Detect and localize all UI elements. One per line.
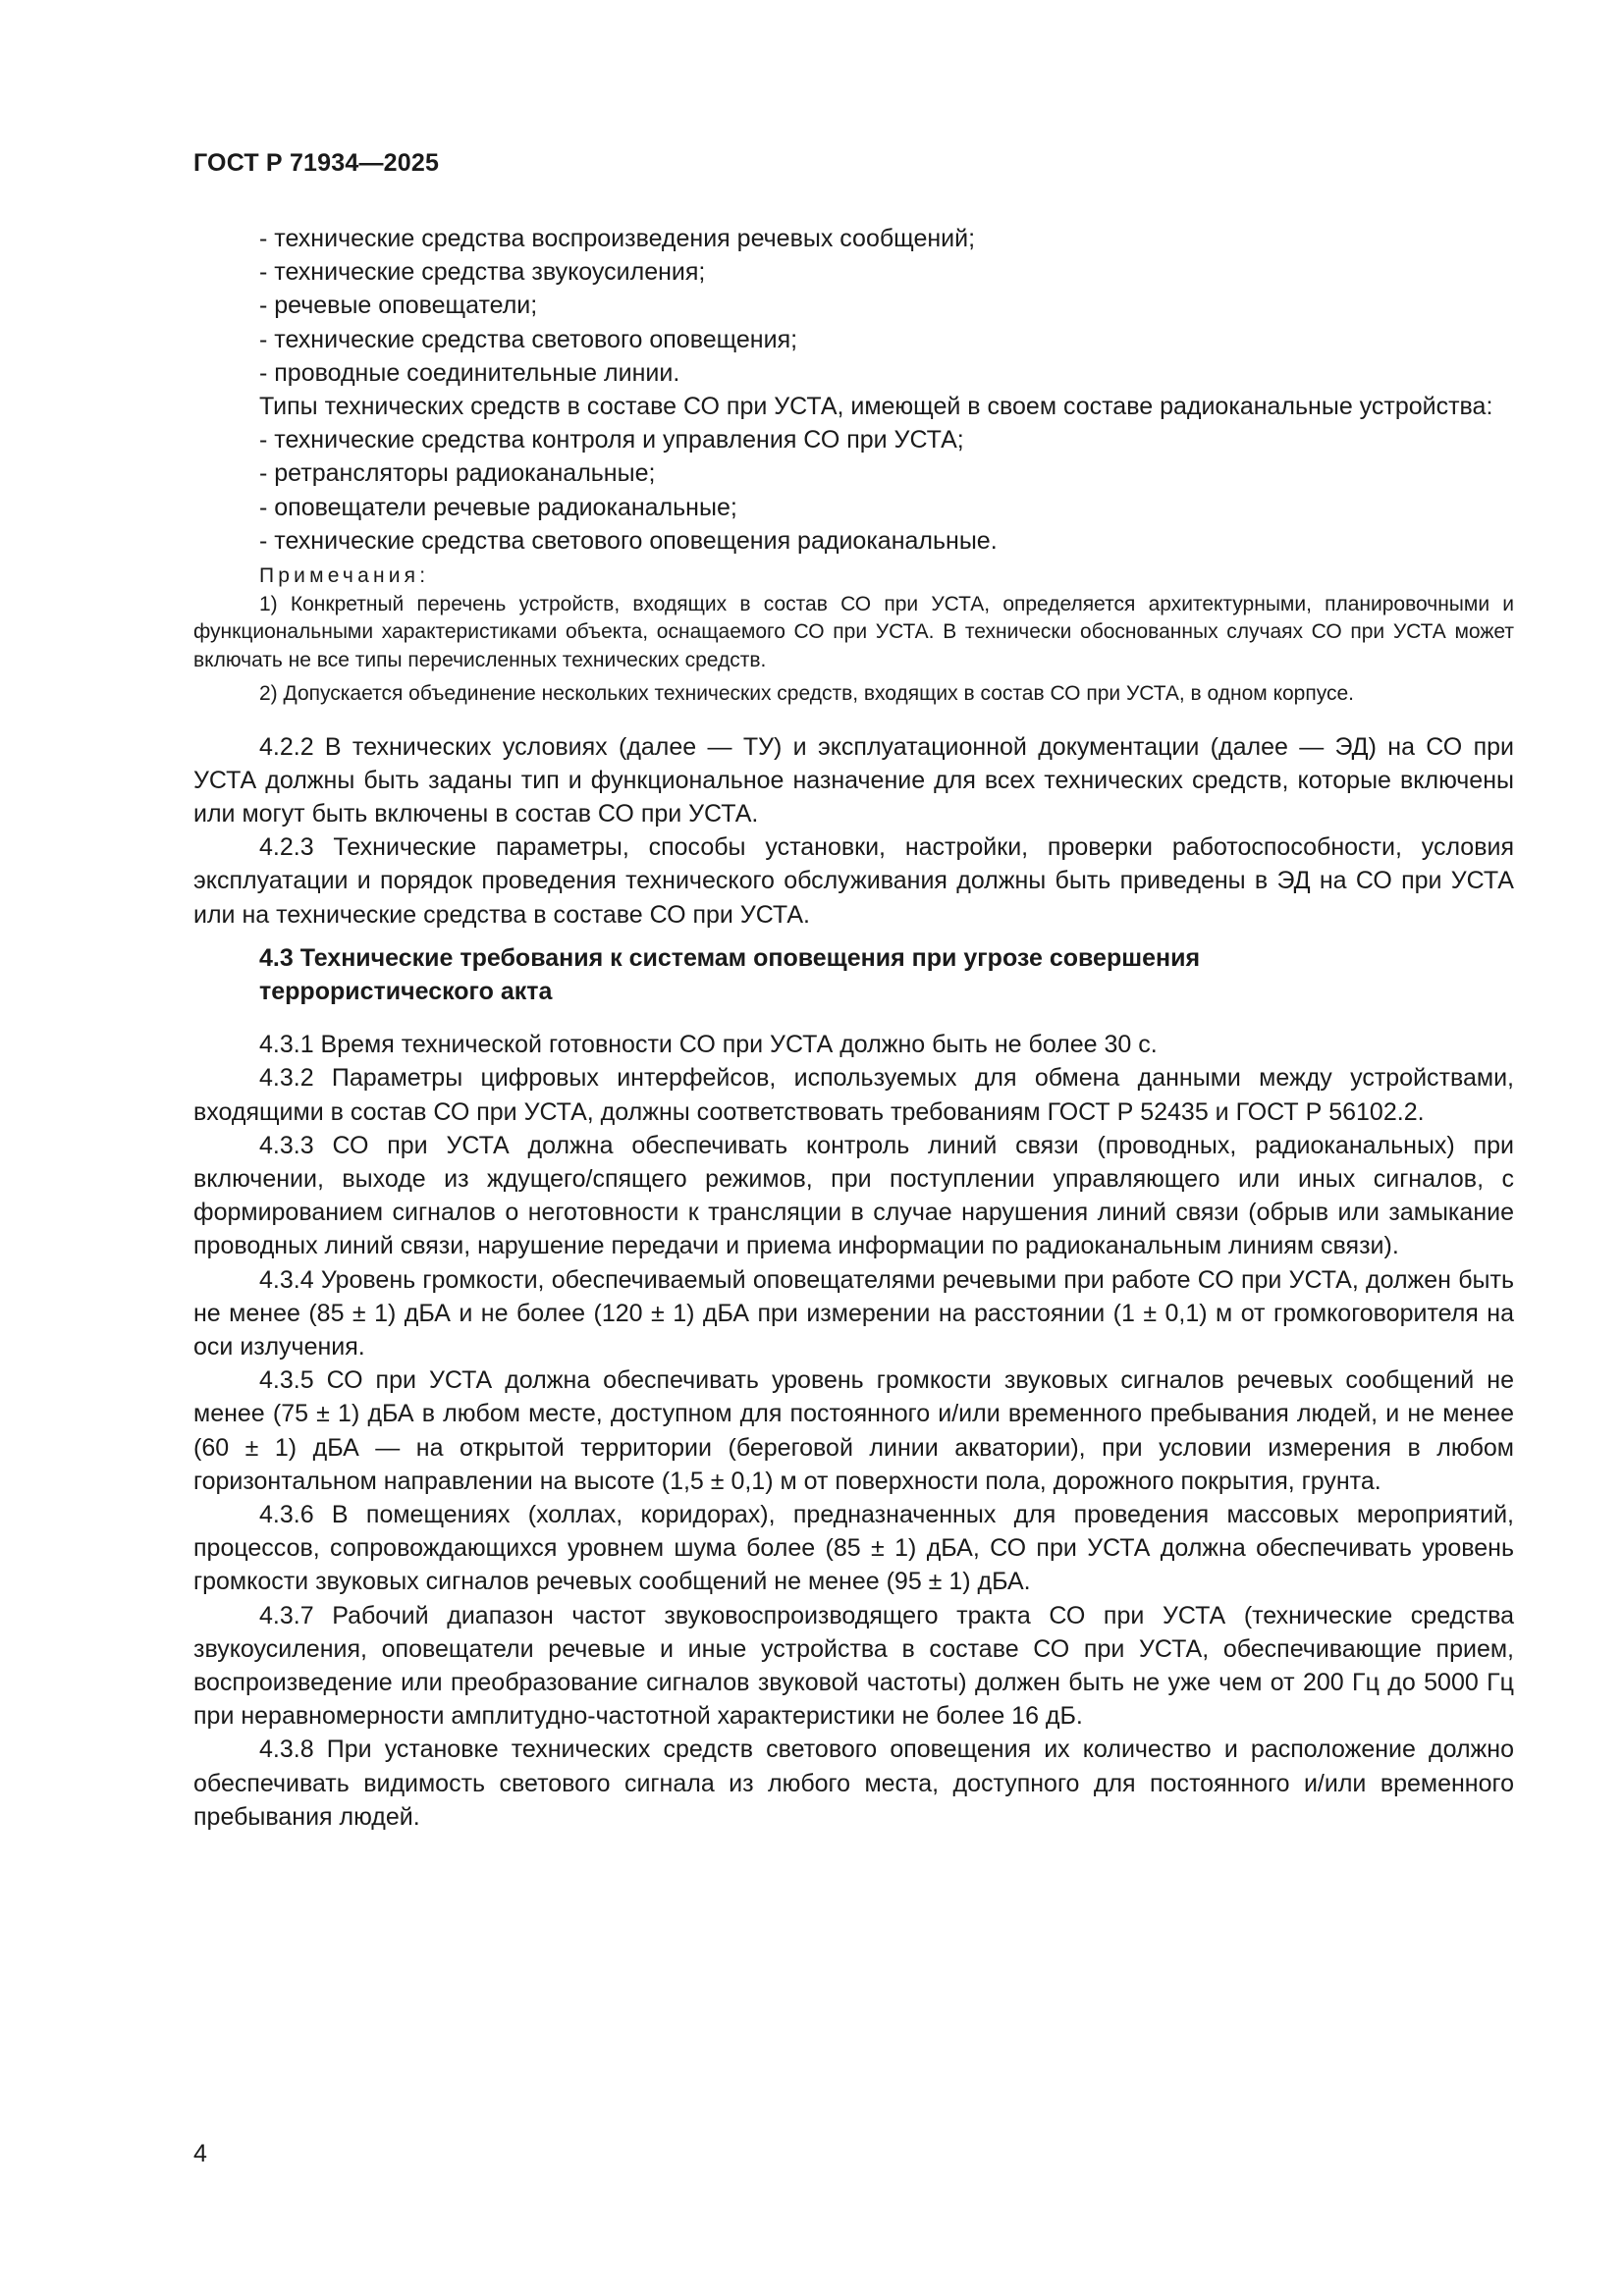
list-item: - технические средства воспроизведения речевых сообщений; bbox=[259, 225, 976, 252]
paragraph-4-2-2: 4.2.2 В технических условиях (далее — ТУ) и эксплуатационной документации (далее — ЭД) на СО при УСТА должны быть заданы тип и функциональное назначение для всех технических средств, которые включены или могут быть включены в состав СО при УСТА. bbox=[193, 732, 1514, 828]
section-heading-4-3: 4.3 Технические требования к системам оповещения при угрозе совершения террористического акта bbox=[259, 943, 1201, 1005]
list-item: - технические средства контроля и управления СО при УСТА; bbox=[259, 426, 964, 454]
document-code-header: ГОСТ Р 71934—2025 bbox=[193, 149, 440, 177]
paragraph-4-3-8: 4.3.8 При установке технических средств светового оповещения их количество и расположение должно обеспечивать видимость светового сигнала из любого места, доступного для постоянного и/или временного пребывания людей. bbox=[193, 1735, 1514, 1831]
list-item: - оповещатели речевые радиоканальные; bbox=[259, 493, 737, 521]
list-item: - проводные соединительные линии. bbox=[259, 358, 680, 387]
paragraph-4-3-7: 4.3.7 Рабочий диапазон частот звуковоспроизводящего тракта СО при УСТА (технические средства звукоусиления, оповещатели речевые и иные устройства в составе СО при УСТА, обеспечивающие прием, воспроизведение или преобразование сигналов звуковой частоты) должен быть не уже чем от 200 Гц до 5000 Гц при неравномерности амплитудно-частотной характеристики не более 16 дБ. bbox=[193, 1601, 1514, 1731]
paragraph-4-3-6: 4.3.6 В помещениях (холлах, коридорах), предназначенных для проведения массовых мероприятий, процессов, сопровождающихся уровнем шума более (85 ± 1) дБА, СО при УСТА должна обеспечивать уровень громкости звуковых сигналов речевых сообщений не менее (95 ± 1) дБА. bbox=[193, 1501, 1514, 1596]
paragraph-4-3-4: 4.3.4 Уровень громкости, обеспечиваемый оповещателями речевыми при работе СО при УСТА, должен быть не менее (85 ± 1) дБА и не более (120 ± 1) дБА при измерении на расстоянии (1 ± 0,1) м от громкоговорителя на оси излучения. bbox=[193, 1265, 1514, 1361]
note-item: 1) Конкретный перечень устройств, входящих в состав СО при УСТА, определяется архитектурными, планировочными и функциональными характеристиками объекта, оснащаемого СО при УСТА. В технически обоснованных случаях СО при УСТА может включать не все типы перечисленных технических средств. bbox=[193, 592, 1514, 671]
page-number: 4 bbox=[193, 2140, 207, 2167]
paragraph-4-3-3: 4.3.3 СО при УСТА должна обеспечивать контроль линий связи (проводных, радиоканальных) при включении, выходе из ждущего/спящего режимов, при поступлении управляющего или иных сигналов, с формированием сигналов о неготовности к трансляции в случае нарушения линий связи (обрыв или замыкание проводных линий связи, нарушение передачи и приема информации по радиоканальным линиям связи). bbox=[193, 1131, 1514, 1260]
paragraph-4-3-1: 4.3.1 Время технической готовности СО при УСТА должно быть не более 30 с. bbox=[259, 1031, 1158, 1059]
note-item: 2) Допускается объединение нескольких технических средств, входящих в состав СО при УСТА, в одном корпусе. bbox=[259, 682, 1354, 706]
paragraph-4-2-3: 4.2.3 Технические параметры, способы установки, настройки, проверки работоспособности, условия эксплуатации и порядок проведения технического обслуживания должны быть приведены в ЭД на СО при УСТА или на технические средства в составе СО при УСТА. bbox=[193, 833, 1514, 929]
list-item: - технические средства светового оповещения; bbox=[259, 325, 798, 353]
paragraph-4-3-5: 4.3.5 СО при УСТА должна обеспечивать уровень громкости звуковых сигналов речевых сообщений не менее (75 ± 1) дБА в любом месте, доступном для постоянного и/или временного пребывания людей, и не менее (60 ± 1) дБА — на открытой территории (береговой линии акватории), при условии измерения в любом горизонтальном направлении на высоте (1,5 ± 0,1) м от поверхности пола, дорожного покрытия, грунта. bbox=[193, 1366, 1514, 1495]
notes-block bbox=[193, 562, 1514, 709]
types-intro-paragraph: Типы технических средств в составе СО при УСТА, имеющей в своем составе радиоканальные устройства: bbox=[259, 393, 1493, 421]
notes-title: Примечания: bbox=[259, 564, 430, 588]
list-item: - ретрансляторы радиоканальные; bbox=[259, 459, 656, 488]
paragraph-4-3-2: 4.3.2 Параметры цифровых интерфейсов, используемых для обмена данными между устройствами, входящими в состав СО при УСТА, должны соответствовать требованиям ГОСТ Р 52435 и ГОСТ Р 56102.2. bbox=[193, 1064, 1514, 1126]
document-body bbox=[193, 222, 1514, 1834]
list-item: - технические средства светового оповещения радиоканальные. bbox=[259, 526, 998, 555]
list-item: - технические средства звукоусиления; bbox=[259, 258, 706, 287]
list-item: - речевые оповещатели; bbox=[259, 292, 538, 320]
